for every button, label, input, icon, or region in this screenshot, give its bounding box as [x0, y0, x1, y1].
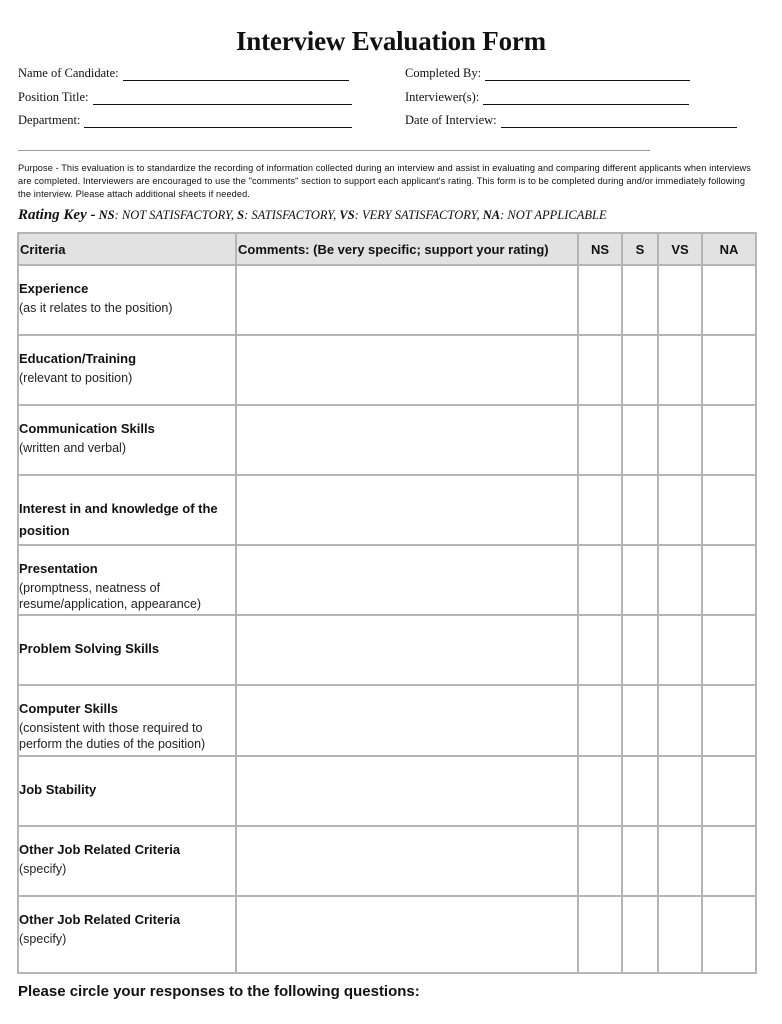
- comments-cell[interactable]: [236, 896, 578, 973]
- ns-cell[interactable]: [578, 685, 622, 756]
- header-na: NA: [702, 233, 756, 265]
- na-cell[interactable]: [702, 756, 756, 826]
- criteria-name: Experience: [19, 281, 89, 296]
- criteria-subtext: (relevant to position): [19, 371, 133, 385]
- s-cell[interactable]: [622, 545, 658, 615]
- criteria-cell: [18, 545, 236, 615]
- na-cell[interactable]: [702, 335, 756, 405]
- header-criteria: Criteria: [18, 233, 236, 265]
- comments-cell[interactable]: [236, 756, 578, 826]
- comments-cell[interactable]: [236, 405, 578, 475]
- criteria-subtext: (written and verbal): [19, 441, 126, 455]
- s-cell[interactable]: [622, 335, 658, 405]
- s-cell[interactable]: [622, 756, 658, 826]
- date-input-line[interactable]: [501, 115, 737, 128]
- na-cell[interactable]: [702, 615, 756, 685]
- header-divider: [18, 150, 650, 151]
- criteria-name: Education/Training: [19, 351, 137, 366]
- rating-key-s-code: S: [237, 208, 245, 222]
- rating-key-vs-text: : VERY SATISFACTORY,: [354, 208, 480, 222]
- comments-cell[interactable]: [236, 685, 578, 756]
- na-cell[interactable]: [702, 475, 756, 545]
- header-vs: VS: [658, 233, 702, 265]
- s-cell[interactable]: [622, 826, 658, 896]
- rating-key-na-text: : NOT APPLICABLE: [500, 208, 607, 222]
- s-cell[interactable]: [622, 405, 658, 475]
- completed-by-input-line[interactable]: [485, 68, 690, 81]
- position-field: [18, 90, 352, 105]
- s-cell[interactable]: [622, 896, 658, 973]
- candidate-label: Name of Candidate:: [18, 66, 119, 80]
- na-cell[interactable]: [702, 265, 756, 335]
- ns-cell[interactable]: [578, 405, 622, 475]
- na-cell[interactable]: [702, 826, 756, 896]
- vs-cell[interactable]: [658, 405, 702, 475]
- table-row: [18, 405, 756, 475]
- comments-cell[interactable]: [236, 826, 578, 896]
- rating-key: [18, 207, 607, 224]
- ns-cell[interactable]: [578, 756, 622, 826]
- criteria-subtext: (specify): [19, 932, 67, 946]
- na-cell[interactable]: [702, 685, 756, 756]
- interviewers-input-line[interactable]: [483, 92, 689, 105]
- vs-cell[interactable]: [658, 475, 702, 545]
- ns-cell[interactable]: [578, 615, 622, 685]
- criteria-cell: [18, 405, 236, 475]
- criteria-subtext: (consistent with those required to perform the duties of the position): [19, 721, 206, 751]
- completed-by-field: [405, 66, 690, 81]
- criteria-name: Communication Skills: [19, 421, 155, 436]
- date-label: Date of Interview:: [405, 113, 497, 127]
- header-s: S: [622, 233, 658, 265]
- criteria-subtext: (promptness, neatness of resume/application, appearance): [19, 581, 202, 611]
- s-cell[interactable]: [622, 615, 658, 685]
- ns-cell[interactable]: [578, 265, 622, 335]
- criteria-cell: [18, 896, 236, 973]
- s-cell[interactable]: [622, 685, 658, 756]
- s-cell[interactable]: [622, 475, 658, 545]
- table-row: [18, 265, 756, 335]
- table-row: [18, 826, 756, 896]
- vs-cell[interactable]: [658, 545, 702, 615]
- criteria-name: Presentation: [19, 561, 98, 576]
- interviewers-label: Interviewer(s):: [405, 90, 480, 104]
- comments-cell[interactable]: [236, 545, 578, 615]
- criteria-name: Job Stability: [19, 782, 97, 797]
- criteria-subtext: (specify): [19, 862, 67, 876]
- table-row: [18, 475, 756, 545]
- criteria-cell: [18, 756, 236, 826]
- header-comments: Comments: (Be very specific; support your rating): [236, 233, 578, 265]
- table-row: [18, 615, 756, 685]
- criteria-cell: [18, 615, 236, 685]
- rating-key-ns-text: : NOT SATISFACTORY,: [114, 208, 234, 222]
- criteria-name: Interest in and knowledge of the position: [19, 501, 218, 538]
- evaluation-table: [17, 232, 757, 974]
- comments-cell[interactable]: [236, 615, 578, 685]
- table-row: [18, 896, 756, 973]
- table-row: [18, 756, 756, 826]
- ns-cell[interactable]: [578, 335, 622, 405]
- purpose-text: Purpose - This evaluation is to standardize the recording of information collected during an interview and assist in evaluating and comparing different applicants when interviews are completed. Interviewers are encouraged to use the "comments" section to support each applicant's rating. This form is to be completed during and/or immediately following the interview. Please attach additional sheets if needed.: [18, 163, 751, 199]
- criteria-subtext: (as it relates to the position): [19, 301, 173, 315]
- vs-cell[interactable]: [658, 826, 702, 896]
- na-cell[interactable]: [702, 896, 756, 973]
- criteria-name: Computer Skills: [19, 701, 118, 716]
- rating-key-ns-code: NS: [98, 208, 115, 222]
- table-row: [18, 335, 756, 405]
- criteria-name: Other Job Related Criteria: [19, 912, 181, 927]
- department-label: Department:: [18, 113, 81, 127]
- criteria-cell: [18, 826, 236, 896]
- ns-cell[interactable]: [578, 826, 622, 896]
- criteria-cell: [18, 475, 236, 545]
- criteria-cell: [18, 685, 236, 756]
- department-input-line[interactable]: [84, 115, 352, 128]
- comments-cell[interactable]: [236, 335, 578, 405]
- criteria-cell: [18, 265, 236, 335]
- na-cell[interactable]: [702, 545, 756, 615]
- na-cell[interactable]: [702, 405, 756, 475]
- footer-question: Please circle your responses to the following questions:: [18, 983, 420, 1000]
- date-field: [405, 113, 737, 128]
- candidate-input-line[interactable]: [123, 68, 349, 81]
- vs-cell[interactable]: [658, 896, 702, 973]
- ns-cell[interactable]: [578, 545, 622, 615]
- interviewers-field: [405, 90, 689, 105]
- rating-key-s-text: : SATISFACTORY,: [244, 208, 337, 222]
- vs-cell[interactable]: [658, 265, 702, 335]
- criteria-cell: [18, 335, 236, 405]
- completed-by-label: Completed By:: [405, 66, 482, 80]
- ns-cell[interactable]: [578, 475, 622, 545]
- comments-cell[interactable]: [236, 475, 578, 545]
- comments-cell[interactable]: [236, 265, 578, 335]
- table-row: [18, 685, 756, 756]
- criteria-name: Other Job Related Criteria: [19, 842, 181, 857]
- position-label: Position Title:: [18, 90, 89, 104]
- criteria-name: Problem Solving Skills: [19, 641, 160, 656]
- vs-cell[interactable]: [658, 685, 702, 756]
- ns-cell[interactable]: [578, 896, 622, 973]
- department-field: [18, 113, 352, 128]
- vs-cell[interactable]: [658, 615, 702, 685]
- vs-cell[interactable]: [658, 756, 702, 826]
- table-header-row: [18, 233, 756, 265]
- candidate-field: [18, 66, 349, 81]
- rating-key-lead: Rating Key -: [18, 207, 96, 223]
- form-title: Interview Evaluation Form: [236, 26, 546, 56]
- vs-cell[interactable]: [658, 335, 702, 405]
- table-row: [18, 545, 756, 615]
- s-cell[interactable]: [622, 265, 658, 335]
- header-ns: NS: [578, 233, 622, 265]
- rating-key-na-code: NA: [482, 208, 501, 222]
- position-input-line[interactable]: [93, 92, 352, 105]
- rating-key-vs-code: VS: [339, 208, 355, 222]
